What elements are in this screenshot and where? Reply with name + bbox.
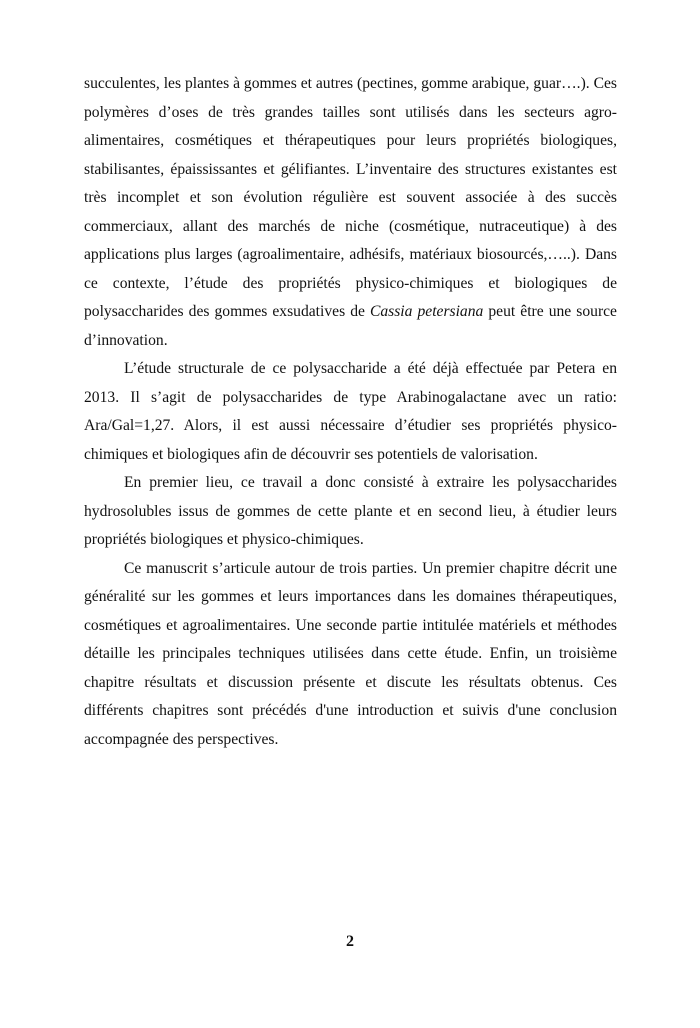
paragraph-manuscript-outline: Ce manuscrit s’articule autour de trois parties. Un premier chapitre décrit une généralité sur les gommes et leurs importances dans les domaines thérapeutiques, cosmétiques et agroalimentaires. Une seconde partie intitulée matériels et méthodes détaille les principales techniques utilisées dans cette étude. Enfin, un troisième chapitre résultats et discussion présente et discute les résultats obtenus. Ces différents chapitres sont précédés d'une introduction et suivis d'une conclusion accompagnée des perspectives. xyxy=(84,559,617,748)
species-name: Cassia petersiana xyxy=(369,303,484,320)
paragraph-structural-study: L’étude structurale de ce polysaccharide a été déjà effectuée par Petera en 2013. Il s’agit de polysaccharides de type Arabinogalactane avec un ratio: Ara/Gal=1,27. Alors, il est aussi nécessaire d’étudier ses propriétés physico-chimiques et biologiques afin de découvrir ses potentiels de valorisation. xyxy=(84,360,617,463)
paragraph-1-text-after: peut être une source d’innovation. xyxy=(84,303,617,349)
paragraph-1-text-before: succulentes, les plantes à gommes et autres (pectines, gomme arabique, guar….). Ces polymères d’oses de très grandes tailles sont utilisés dans les secteurs agro-alimentaires, cosmétiques et thérapeutiques pour leurs propriétés biologiques, stabilisantes, épaississantes et gélifiantes. L’inventaire des structures existantes est très incomplet et son évolution régulière est souvent associée à des succès commerciaux, allant des marchés de niche (cosmétique, nutraceutique) à des applications plus larges (agroalimentaire, adhésifs, matériaux biosourcés,…..). Dans ce contexte, l’étude des propriétés physico-chimiques et biologiques de polysaccharides des gommes exsudatives de xyxy=(84,75,617,320)
paragraph-first-step: En premier lieu, ce travail a donc consisté à extraire les polysaccharides hydrosolubles issus de gommes de cette plante et en second lieu, à étudier leurs propriétés biologiques et physico-chimiques. xyxy=(84,474,617,548)
paragraph-continuation xyxy=(84,70,617,355)
page-number: 2 xyxy=(346,933,354,950)
body-text xyxy=(84,70,617,754)
